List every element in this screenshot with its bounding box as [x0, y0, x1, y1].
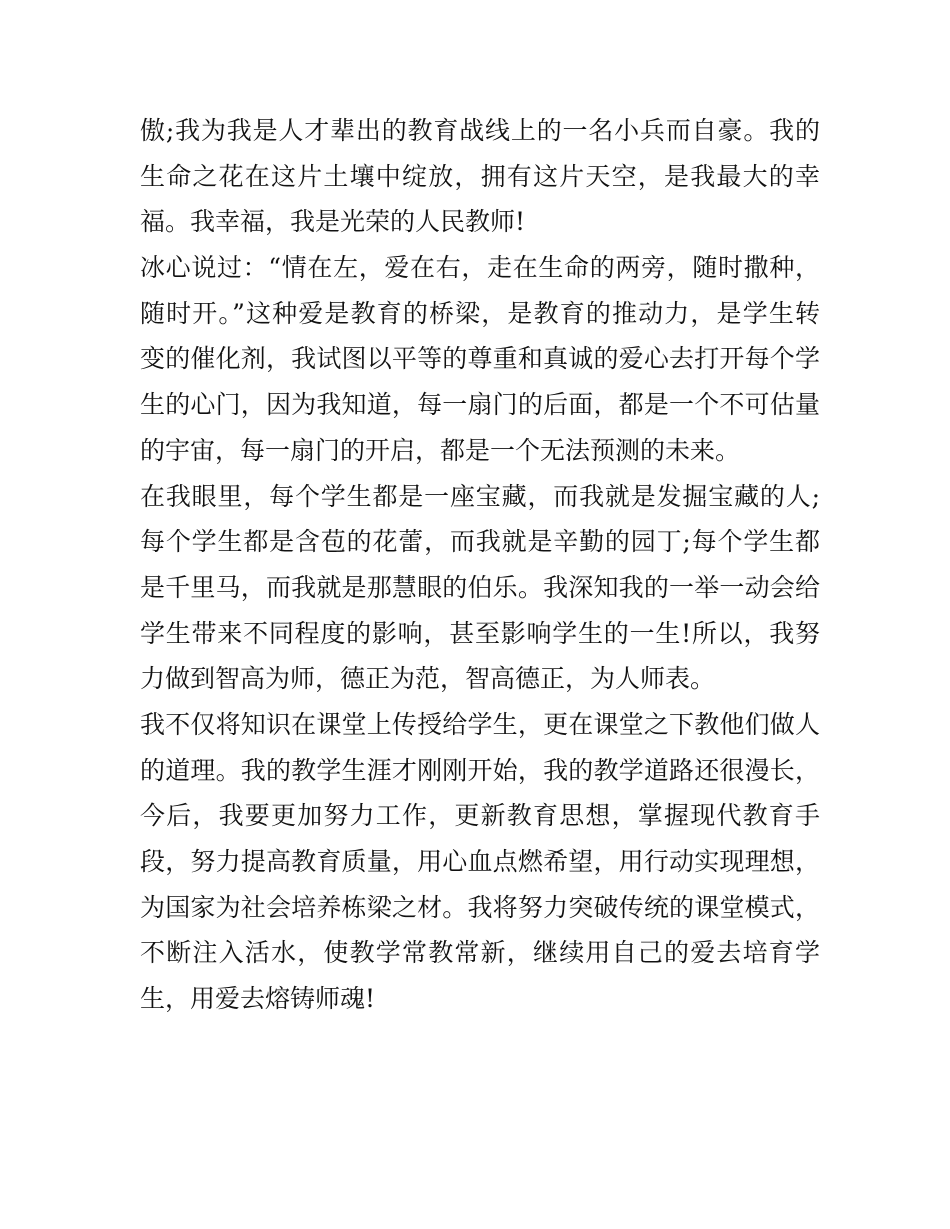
- text-line: 生的心门，因为我知道，每一扇门的后面，都是一个不可估量: [140, 390, 820, 420]
- text-line: 随时开。”这种爱是教育的桥梁，是教育的推动力，是学生转: [140, 298, 820, 328]
- text-line: 的道理。我的教学生涯才刚刚开始，我的教学道路还很漫长，: [140, 755, 820, 785]
- paragraph-3: [140, 474, 820, 702]
- text-line: 福。我幸福，我是光荣的人民教师!: [140, 207, 526, 237]
- text-line: 力做到智高为师，德正为范，智高德正，为人师表。: [140, 664, 716, 694]
- text-line: 生，用爱去熔铸师魂!: [140, 984, 376, 1014]
- paragraph-2: [140, 245, 820, 473]
- text-line: 学生带来不同程度的影响，甚至影响学生的一生!所以，我努: [140, 618, 820, 648]
- text-line: 今后，我要更加努力工作，更新教育思想，掌握现代教育手: [140, 801, 820, 831]
- paragraph-1: [140, 108, 820, 245]
- text-line: 是千里马，而我就是那慧眼的伯乐。我深知我的一举一动会给: [140, 572, 820, 602]
- text-line: 每个学生都是含苞的花蕾，而我就是辛勤的园丁;每个学生都: [140, 527, 820, 557]
- text-line: 冰心说过：“情在左，爱在右，走在生命的两旁，随时撒种，: [140, 253, 820, 283]
- document-body: [140, 108, 820, 1022]
- text-line: 傲;我为我是人才辈出的教育战线上的一名小兵而自豪。我的: [140, 116, 820, 145]
- text-line: 生命之花在这片土壤中绽放，拥有这片天空，是我最大的幸: [140, 161, 820, 191]
- text-line: 变的催化剂，我试图以平等的尊重和真诚的爱心去打开每个学: [140, 344, 820, 374]
- text-line: 段，努力提高教育质量，用心血点燃希望，用行动实现理想，: [140, 847, 820, 876]
- text-line: 不断注入活水，使教学常教常新，继续用自己的爱去培育学: [140, 938, 820, 968]
- text-line: 我不仅将知识在课堂上传授给学生，更在课堂之下教他们做人: [140, 709, 820, 739]
- paragraph-4: [140, 702, 820, 1022]
- text-line: 为国家为社会培养栋梁之材。我将努力突破传统的课堂模式，: [140, 892, 820, 922]
- text-line: 的宇宙，每一扇门的开启，都是一个无法预测的未来。: [140, 435, 741, 465]
- text-line: 在我眼里，每个学生都是一座宝藏，而我就是发掘宝藏的人;: [140, 481, 820, 511]
